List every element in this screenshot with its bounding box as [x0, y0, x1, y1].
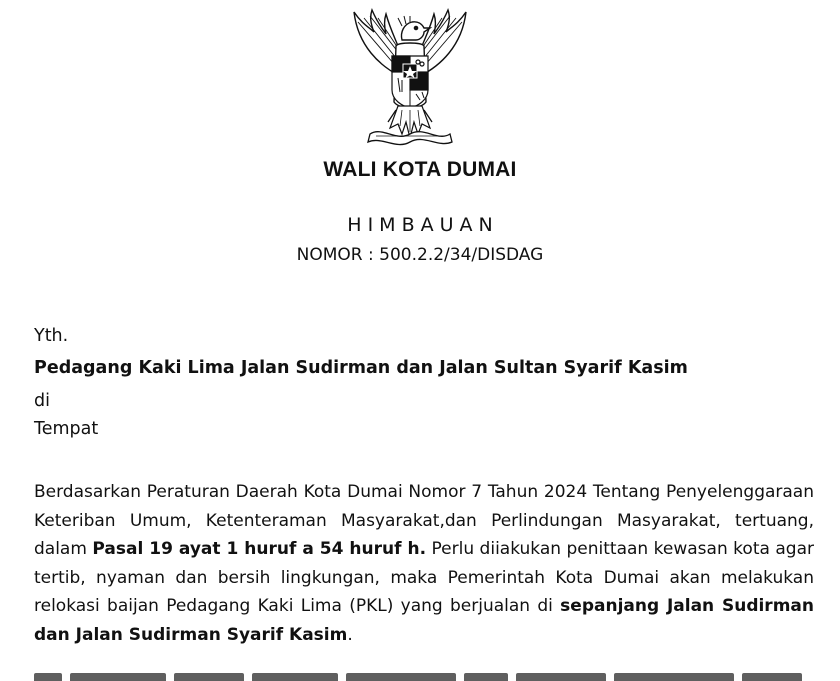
preposition: di	[34, 391, 50, 411]
place: Tempat	[34, 419, 99, 439]
document-number: NOMOR : 500.2.2/34/DISDAG	[296, 245, 544, 265]
document-type-heading: HIMBAUAN	[347, 214, 499, 236]
paragraph-bold-article: Pasal 19 ayat 1 huruf a 54 huruf h.	[92, 539, 427, 559]
body-paragraph	[34, 478, 814, 649]
addressee: Pedagang Kaki Lima Jalan Sudirman dan Jalan Sultan Syarif Kasim	[34, 358, 688, 378]
garuda-emblem-icon	[340, 6, 480, 148]
shield	[392, 56, 428, 108]
paragraph-text-2: Perlu diiakukan penittaan kewasan kota agar tertib, nyaman dan bersih lingkungan, maka Pemerintah Kota Dumai akan melakukan relokasi baijan Pedagang Kaki Lima (PKL) yang berjualan di	[34, 539, 814, 616]
issuer-title: WALI KOTA DUMAI	[323, 158, 517, 181]
garuda-head	[398, 16, 430, 40]
paragraph-bold-location: sepanjang Jalan Sudirman dan Jalan Sudirman Syarif Kasim	[34, 596, 814, 645]
salutation: Yth.	[34, 326, 69, 346]
cut-off-text-line	[34, 667, 814, 681]
paragraph-text-1: Berdasarkan Peraturan Daerah Kota Dumai Nomor 7 Tahun 2024 Tentang Penyelenggaraan Keteriban Umum, Ketenteraman Masyarakat,dan Perlindungan Masyarakat, tertuang, dalam	[34, 482, 814, 559]
paragraph-text-3: .	[347, 624, 353, 645]
